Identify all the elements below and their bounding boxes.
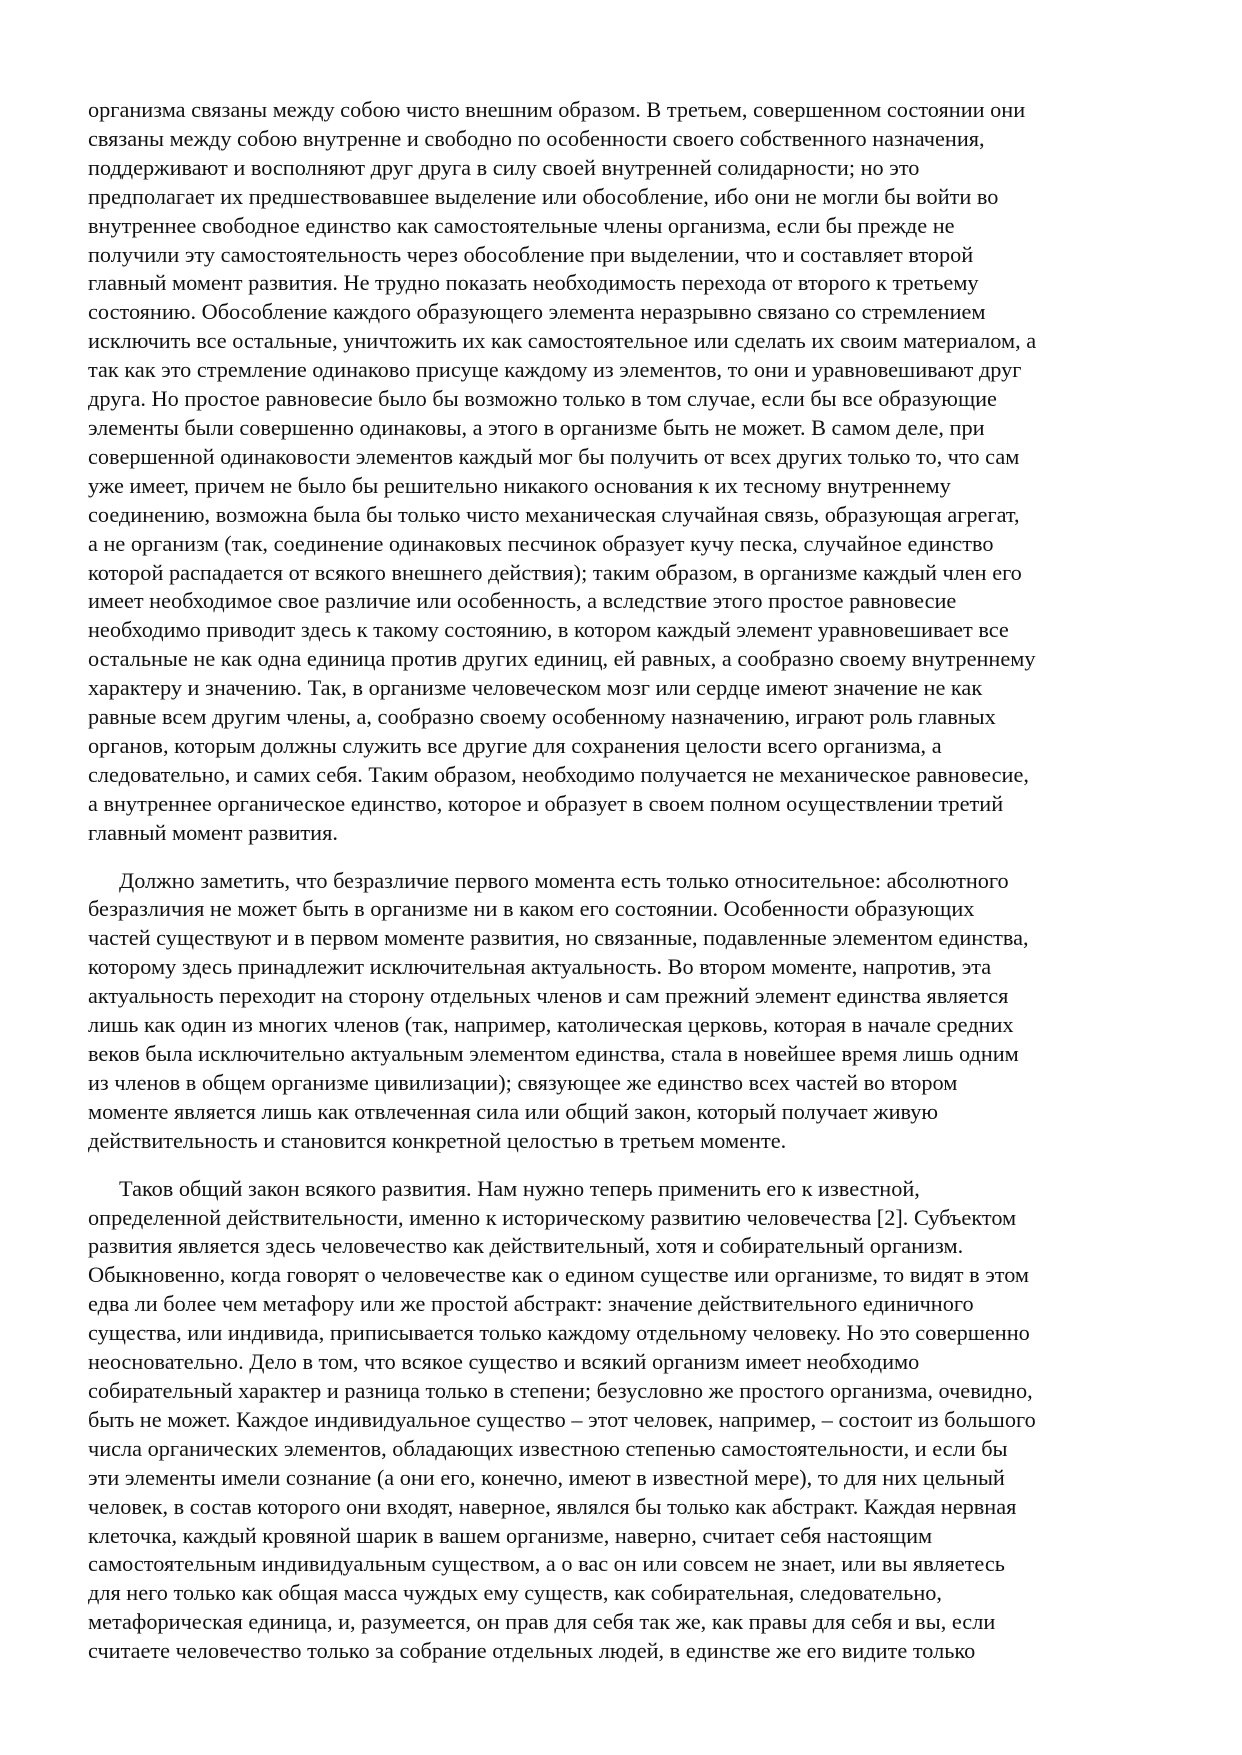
text-line: а внутреннее органическое единство, которое и образует в своем полном осуществлении третий: [88, 790, 1004, 816]
text-line: частей существуют и в первом моменте развития, но связанные, подавленные элементом единства,: [88, 925, 1029, 951]
text-line: Обыкновенно, когда говорят о человечестве как о едином существе или организме, то видят в этом: [88, 1262, 1030, 1288]
document-page: [88, 96, 1158, 1666]
text-line: поддерживают и восполняют друг друга в силу своей внутренней солидарности; но это: [88, 154, 920, 180]
text-line: собирательный характер и разница только в степени; безусловно же простого организма, очевидно,: [88, 1377, 1033, 1403]
text-line: главный момент развития.: [88, 819, 338, 845]
text-line: клеточка, каждый кровяной шарик в вашем организме, наверно, считает себя настоящим: [88, 1522, 933, 1548]
text-line: человек, в состав которого они входят, наверное, являлся бы только как абстракт. Каждая нервная: [88, 1493, 1017, 1519]
text-line: неосновательно. Дело в том, что всякое существо и всякий организм имеет необходимо: [88, 1349, 920, 1375]
text-paragraph: [88, 96, 1158, 848]
text-line: метафорическая единица, и, разумеется, он прав для себя так же, как правы для себя и вы, если: [88, 1609, 996, 1635]
text-line: Таков общий закон всякого развития. Нам нужно теперь применить его к известной,: [119, 1175, 920, 1201]
text-line: которому здесь принадлежит исключительная актуальность. Во втором моменте, напротив, эта: [88, 954, 992, 980]
text-line: числа органических элементов, обладающих известною степенью самостоятельности, и если бы: [88, 1435, 1008, 1461]
text-line: так как это стремление одинаково присуще каждому из элементов, то они и уравновешивают друг: [88, 357, 1022, 383]
text-line: действительность и становится конкретной целостью в третьем моменте.: [88, 1127, 787, 1153]
text-line: уже имеет, причем не было бы решительно никакого основания к их тесному внутреннему: [88, 472, 951, 498]
text-line: определенной действительности, именно к историческому развитию человечества [2]. Субъектом: [88, 1204, 1017, 1230]
text-paragraph: [88, 867, 1158, 1156]
text-line: внутреннее свободное единство как самостоятельные члены организма, если бы прежде не: [88, 212, 955, 238]
text-line: лишь как один из многих членов (так, например, католическая церковь, которая в начале средних: [88, 1012, 1014, 1038]
text-line: характеру и значению. Так, в организме человеческом мозг или сердце имеют значение не как: [88, 675, 983, 701]
text-line: получили эту самостоятельность через обособление при выделении, что и составляет второй: [88, 241, 974, 267]
text-line: следовательно, и самих себя. Таким образом, необходимо получается не механическое равновесие,: [88, 761, 1029, 787]
text-line: считаете человечество только за собрание отдельных людей, в единстве же его видите только: [88, 1638, 976, 1664]
text-line: развития является здесь человечество как действительный, хотя и собирательный организм.: [88, 1233, 964, 1259]
text-line: быть не может. Каждое индивидуальное существо – этот человек, например, – состоит из большого: [88, 1406, 1036, 1432]
text-line: которой распадается от всякого внешнего действия); таким образом, в организме каждый член его: [88, 559, 1022, 585]
text-line: элементы были совершенно одинаковы, а этого в организме быть не может. В самом деле, при: [88, 414, 985, 440]
text-line: имеет необходимое свое различие или особенность, а вследствие этого простое равновесие: [88, 588, 957, 614]
text-line: моменте является лишь как отвлеченная сила или общий закон, который получает живую: [88, 1098, 939, 1124]
text-line: веков была исключительно актуальным элементом единства, стала в новейшее время лишь одним: [88, 1041, 1019, 1066]
text-line: безразличия не может быть в организме ни в каком его состоянии. Особенности образующих: [88, 896, 975, 922]
text-line: самостоятельным индивидуальным существом, а о вас он или совсем не знает, или вы являетесь: [88, 1551, 1005, 1577]
text-line: предполагает их предшествовавшее выделение или обособление, ибо они не могли бы войти во: [88, 183, 999, 209]
text-line: друга. Но простое равновесие было бы возможно только в том случае, если бы все образующие: [88, 386, 997, 412]
text-line: существа, или индивида, приписывается только каждому отдельному человеку. Но это совершенно: [88, 1320, 1030, 1346]
text-line: эти элементы имели сознание (а они его, конечно, имеют в известной мере), то для них цельный: [88, 1464, 1005, 1490]
text-line: а не организм (так, соединение одинаковых песчинок образует кучу песка, случайное единство: [88, 530, 994, 556]
text-line: организма связаны между собою чисто внешним образом. В третьем, совершенном состоянии они: [88, 97, 1026, 122]
text-line: остальные не как одна единица против других единиц, ей равных, а сообразно своему внутреннему: [88, 646, 1036, 672]
text-line: соединению, возможна была бы только чисто механическая случайная связь, образующая агрегат,: [88, 501, 1020, 527]
text-line: органов, которым должны служить все другие для сохранения целости всего организма, а: [88, 732, 942, 758]
text-line: состоянию. Обособление каждого образующего элемента неразрывно связано со стремлением: [88, 299, 986, 325]
text-paragraph: [88, 1175, 1158, 1666]
text-line: связаны между собою внутренне и свободно по особенности своего собственного назначения,: [88, 125, 985, 151]
text-line: для него только как общая масса чуждых ему существ, как собирательная, следовательно,: [88, 1580, 942, 1606]
text-line: совершенной одинаковости элементов каждый мог бы получить от всех других только то, что сам: [88, 443, 1020, 469]
text-line: необходимо приводит здесь к такому состоянию, в котором каждый элемент уравновешивает все: [88, 617, 1009, 643]
text-line: актуальность переходит на сторону отдельных членов и сам прежний элемент единства является: [88, 983, 1009, 1009]
text-line: едва ли более чем метафору или же простой абстракт: значение действительного единичного: [88, 1291, 974, 1317]
text-line: из членов в общем организме цивилизации); связующее же единство всех частей во втором: [88, 1069, 958, 1095]
text-line: главный момент развития. Не трудно показать необходимость перехода от второго к третьему: [88, 270, 979, 296]
text-line: равные всем другим члены, а, сообразно своему особенному назначению, играют роль главных: [88, 704, 996, 730]
text-line: Должно заметить, что безразличие первого момента есть только относительное: абсолютного: [119, 867, 1009, 893]
text-line: исключить все остальные, уничтожить их как самостоятельное или сделать их своим материалом, а: [88, 328, 1037, 354]
